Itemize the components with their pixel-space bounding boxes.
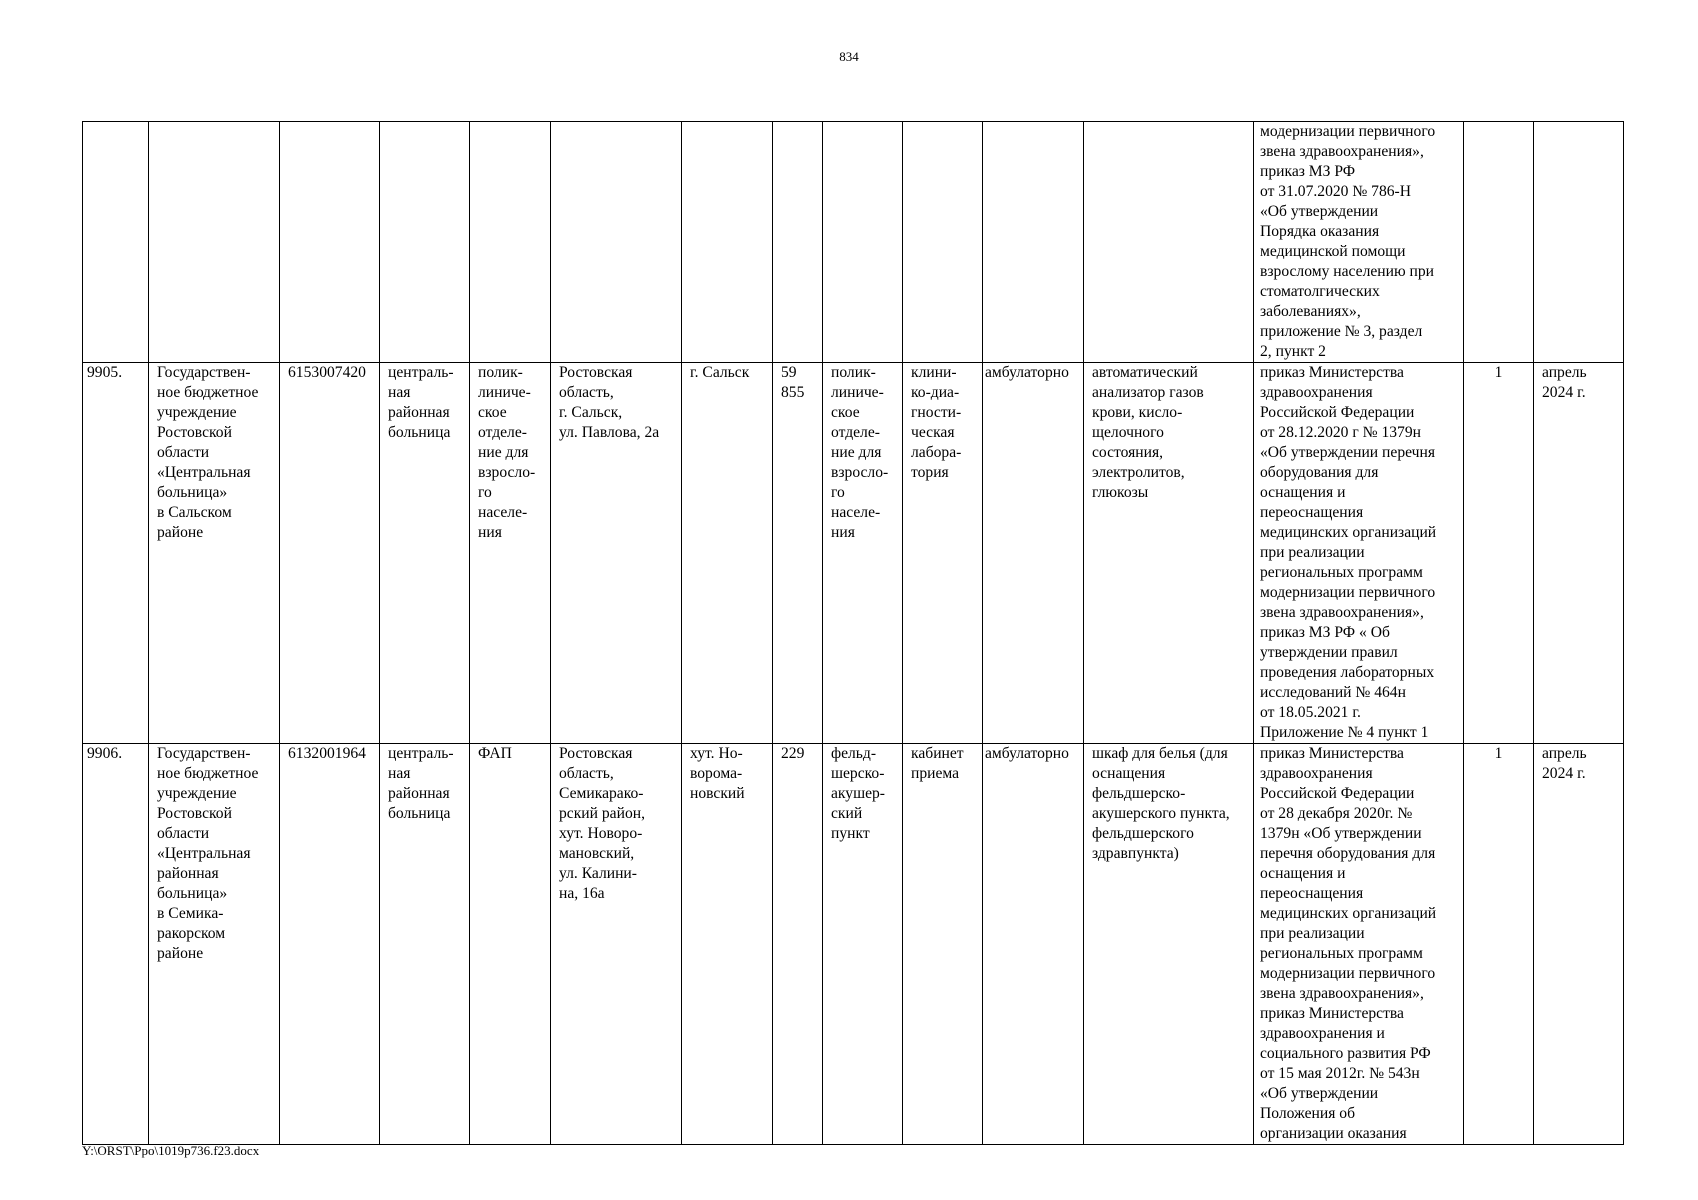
cell-care-form: амбулаторно	[983, 744, 1084, 1145]
cell-legal-basis: модернизации первичного звена здравоохранения», приказ МЗ РФ от 31.07.2020 № 786-Н «Об утверждении Порядка оказания медицинской помощи взрослому населению при стоматолгических заболеваниях», приложение № 3, раздел 2, пункт 2	[1254, 122, 1464, 363]
cell-equipment	[1084, 122, 1254, 363]
cell-date	[1534, 122, 1624, 363]
cell-number: 9906.	[83, 744, 149, 1145]
cell-population	[773, 122, 823, 363]
cell-room: кабинет приема	[903, 744, 983, 1145]
table-row	[83, 363, 1624, 744]
cell-address: Ростовская область, Семикарако- рский район, хут. Новоро- мановский, ул. Калини- на, 16а	[551, 744, 682, 1145]
cell-quantity	[1464, 122, 1534, 363]
cell-institution: Государствен- ное бюджетное учреждение Ростовской области «Центральная больница» в Сальском районе	[149, 363, 280, 744]
cell-org-type: централь- ная районная больница	[380, 363, 470, 744]
cell-legal-basis: приказ Министерства здравоохранения Российской Федерации от 28 декабря 2020г. № 1379н «Об утверждении перечня оборудования для оснащения и переоснащения медицинских организаций при реализации региональных программ модернизации первичного звена здравоохранения», приказ Министерства здравоохранения и социального развития РФ от 15 мая 2012г. № 543н «Об утверждении Положения об организации оказания	[1254, 744, 1464, 1145]
cell-org-type	[380, 122, 470, 363]
cell-inn: 6153007420	[280, 363, 380, 744]
registry-table	[82, 121, 1624, 1145]
cell-org-type: централь- ная районная больница	[380, 744, 470, 1145]
cell-unit-type: фельд- шерско- акушер- ский пункт	[823, 744, 903, 1145]
cell-population: 59 855	[773, 363, 823, 744]
cell-quantity: 1	[1464, 363, 1534, 744]
cell-institution	[149, 122, 280, 363]
cell-subdivision: ФАП	[470, 744, 551, 1145]
cell-population: 229	[773, 744, 823, 1145]
registry-table-wrapper	[82, 121, 1624, 1145]
cell-room	[903, 122, 983, 363]
cell-settlement	[682, 122, 773, 363]
cell-settlement: г. Сальск	[682, 363, 773, 744]
cell-room: клини- ко-диа- гности- ческая лабора- тория	[903, 363, 983, 744]
cell-equipment: шкаф для белья (для оснащения фельдшерско- акушерского пункта, фельдшерского здравпункта)	[1084, 744, 1254, 1145]
table-row	[83, 744, 1624, 1145]
cell-equipment: автоматический анализатор газов крови, кисло- щелочного состояния, электролитов, глюкозы	[1084, 363, 1254, 744]
cell-settlement: хут. Но- ворома- новский	[682, 744, 773, 1145]
cell-address: Ростовская область, г. Сальск, ул. Павлова, 2а	[551, 363, 682, 744]
cell-subdivision: полик- линиче- ское отделе- ние для взросло- го населе- ния	[470, 363, 551, 744]
table-row-continuation	[83, 122, 1624, 363]
cell-inn: 6132001964	[280, 744, 380, 1145]
cell-number	[83, 122, 149, 363]
cell-care-form: амбулаторно	[983, 363, 1084, 744]
cell-quantity: 1	[1464, 744, 1534, 1145]
cell-institution: Государствен- ное бюджетное учреждение Ростовской области «Центральная районная больница» в Семика- ракорском районе	[149, 744, 280, 1145]
cell-legal-basis: приказ Министерства здравоохранения Российской Федерации от 28.12.2020 г № 1379н «Об утверждении перечня оборудования для оснащения и переоснащения медицинских организаций при реализации региональных программ модернизации первичного звена здравоохранения», приказ МЗ РФ « Об утверждении правил проведения лабораторных исследований № 464н от 18.05.2021 г. Приложение № 4 пункт 1	[1254, 363, 1464, 744]
cell-date: апрель 2024 г.	[1534, 363, 1624, 744]
cell-inn	[280, 122, 380, 363]
page-number: 834	[839, 49, 859, 64]
cell-unit-type	[823, 122, 903, 363]
cell-address	[551, 122, 682, 363]
cell-care-form	[983, 122, 1084, 363]
footer-file-path: Y:\ORST\Ppo\1019p736.f23.docx	[82, 1143, 260, 1158]
cell-unit-type: полик- линиче- ское отделе- ние для взросло- го населе- ния	[823, 363, 903, 744]
cell-number: 9905.	[83, 363, 149, 744]
cell-subdivision	[470, 122, 551, 363]
cell-date: апрель 2024 г.	[1534, 744, 1624, 1145]
